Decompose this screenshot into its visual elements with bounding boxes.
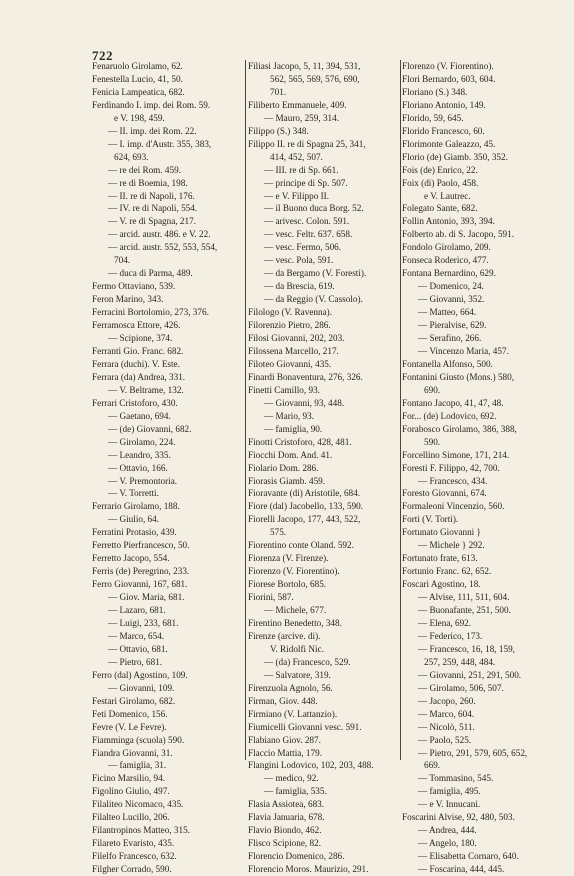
index-entry: Flisco Scipione, 82. xyxy=(248,838,321,849)
index-entry: Fontano Jacopo, 41, 47, 48. xyxy=(402,397,504,408)
index-entry: 690. xyxy=(424,384,441,395)
index-entry: — famiglia, 90. xyxy=(264,423,323,434)
index-entry: — V. Premontoria. xyxy=(108,475,178,486)
index-entry: — II. imp. dei Rom. 22. xyxy=(108,125,197,136)
index-entry: — famiglia, 495. xyxy=(418,786,481,797)
index-entry: Filosi Giovanni, 202, 203. xyxy=(248,333,345,344)
index-entry: Filiberto Emmanuele, 409. xyxy=(248,99,347,110)
index-entry: Flavio Biondo, 462. xyxy=(248,825,322,836)
index-entry: — Pietro, 681. xyxy=(108,656,163,667)
index-entry: — (da) Francesco, 529. xyxy=(264,656,351,667)
index-entry: Flangini Lodovico, 102, 203, 488. xyxy=(248,760,374,771)
index-entry: Fois (de) Enrico, 22. xyxy=(402,164,478,175)
index-entry: Florido, 59, 645. xyxy=(402,112,464,123)
index-entry: — Elena, 692. xyxy=(418,617,472,628)
index-entry: Fevre (V. Le Fevre). xyxy=(92,721,167,732)
index-entry: — arcid. austr. 552, 553, 554, xyxy=(108,242,218,253)
index-entry: Florimonte Galeazzo, 45. xyxy=(402,138,496,149)
index-entry: Firenze (arcive. di). xyxy=(248,630,321,641)
index-entry: Filoteo Giovanni, 435. xyxy=(248,358,332,369)
index-entry: Fermo Ottaviano, 539. xyxy=(92,281,176,292)
index-entry: Fondolo Girolamo, 209. xyxy=(402,242,491,253)
index-entry: Firmiano (V. Lattanzio). xyxy=(248,708,338,719)
index-entry: Fiorentino conte Oland. 592. xyxy=(248,540,354,551)
index-entry: — Nicolò, 511. xyxy=(418,721,475,732)
index-entry: Fontana Bernardino, 629. xyxy=(402,268,496,279)
index-entry: Fiamminga (scuola) 590. xyxy=(92,734,185,745)
index-entry: — Andrea, 444. xyxy=(418,825,477,836)
index-entry: Flaccio Mattia, 179. xyxy=(248,747,322,758)
index-entry: Foscarini Alvise, 92, 480, 503. xyxy=(402,812,515,823)
index-entry: Flavia Januaria, 678. xyxy=(248,812,325,823)
index-entry: — (de) Giovanni, 682. xyxy=(108,423,192,434)
index-entry: Foresto Giovanni, 674. xyxy=(402,488,487,499)
index-entry: Fiore (dal) Jacobello, 133, 590. xyxy=(248,501,364,512)
index-entry: — Matteo, 664. xyxy=(418,307,477,318)
index-entry: Ferranti Gio. Franc. 682. xyxy=(92,345,184,356)
index-entry: Fonseca Roderico, 477. xyxy=(402,255,489,266)
index-entry: Firentino Benedetto, 348. xyxy=(248,617,342,628)
index-entry: — Jacopo, 260. xyxy=(418,695,476,706)
index-entry: Festari Girolamo, 682. xyxy=(92,695,176,706)
index-entry: — Angelo, 180. xyxy=(418,838,477,849)
index-entry: Foscari Agostino, 18. xyxy=(402,579,481,590)
index-entry: — Ottavio, 681. xyxy=(108,643,168,654)
index-entry: 575. xyxy=(270,527,287,538)
index-entry: Finardi Bonaventura, 276, 326. xyxy=(248,371,363,382)
index-entry: 701. xyxy=(270,86,287,97)
index-entry: Ferretto Jacopo, 554. xyxy=(92,553,170,564)
index-entry: — Federico, 173. xyxy=(418,630,483,641)
index-entry: — Giovanni, 251, 291, 500. xyxy=(418,669,522,680)
index-entry: — V. Beltrame, 132. xyxy=(108,384,184,395)
index-entry: — medico, 92. xyxy=(264,773,319,784)
index-column-3 xyxy=(402,60,550,875)
index-entry: Fiorenza (V. Firenze). xyxy=(248,553,329,564)
index-entry: — Pietro, 291, 579, 605, 652, xyxy=(418,747,528,758)
index-entry: Filossena Marcello, 217. xyxy=(248,345,339,356)
index-entry: — Salvatore, 319. xyxy=(264,669,331,680)
index-entry: Folegato Sante, 682. xyxy=(402,203,478,214)
index-entry: Filalteo Lucillo, 206. xyxy=(92,812,170,823)
index-entry: Filantropinos Matteo, 315. xyxy=(92,825,190,836)
index-entry: 624, 693. xyxy=(114,151,149,162)
index-entry: — da Bergamo (V. Foresti). xyxy=(264,268,367,279)
index-entry: Foix (di) Paolo, 458. xyxy=(402,177,479,188)
index-entry: — e V. Filippo II. xyxy=(264,190,329,201)
index-entry: — Leandro, 335. xyxy=(108,449,171,460)
index-entry: 414, 452, 507. xyxy=(270,151,323,162)
index-entry: — Gaetano, 694. xyxy=(108,410,171,421)
index-entry: — Pieralvise, 629. xyxy=(418,320,487,331)
index-entry: Flasia Assiotea, 683. xyxy=(248,799,325,810)
index-entry: — Serafino, 266. xyxy=(418,333,482,344)
index-entry: 257, 259, 448, 484. xyxy=(424,656,496,667)
index-entry: Fiorasis Giamb. 459. xyxy=(248,475,326,486)
index-entry: Ferrara (duchi). V. Este. xyxy=(92,358,180,369)
index-entry: e V. 198, 459. xyxy=(114,112,165,123)
index-entry: Ferdinando I. imp. dei Rom. 59. xyxy=(92,99,211,110)
index-entry: Fortunato Giovanni } xyxy=(402,527,481,538)
index-entry: Flori Bernardo, 603, 604. xyxy=(402,73,496,84)
index-column-1 xyxy=(92,60,242,875)
index-entry: Fiorenzo (V. Fiorentino). xyxy=(248,566,340,577)
index-entry: Floriano (S.) 348. xyxy=(402,86,468,97)
index-entry: Ferro Giovanni, 167, 681. xyxy=(92,579,188,590)
index-entry: Fontanella Alfonso, 500. xyxy=(402,358,493,369)
index-entry: 590. xyxy=(424,436,441,447)
index-entry: Filaliteo Nicomaco, 435. xyxy=(92,799,184,810)
index-entry: Filippo II. re di Spagna 25, 341, xyxy=(248,138,366,149)
index-entry: — famiglia, 535. xyxy=(264,786,327,797)
index-entry: Formaleoni Vincenzio, 560. xyxy=(402,501,505,512)
index-entry: — Marco, 604. xyxy=(418,708,475,719)
index-entry: Finotti Cristoforo, 428, 481. xyxy=(248,436,352,447)
index-entry: — vesc. Pola, 591. xyxy=(264,255,334,266)
index-entry: Ferrara (da) Andrea, 331. xyxy=(92,371,186,382)
index-entry: Fiorese Bortolo, 685. xyxy=(248,579,327,590)
index-entry: — Michele } 292. xyxy=(418,540,485,551)
index-entry: Ferratini Protasio, 439. xyxy=(92,527,177,538)
index-entry: Fontanini Giusto (Mons.) 580, xyxy=(402,371,515,382)
column-divider xyxy=(245,60,246,760)
index-entry: Florido Francesco, 60. xyxy=(402,125,485,136)
index-entry: — Mauro, 259, 314. xyxy=(264,112,340,123)
index-entry: Forcellino Simone, 171, 214. xyxy=(402,449,510,460)
index-entry: Folberto ab. di S. Jacopo, 591. xyxy=(402,229,515,240)
index-entry: Firenzuola Agnolo, 56. xyxy=(248,682,333,693)
index-entry: — da Brescia, 619. xyxy=(264,281,335,292)
index-entry: — Alvise, 111, 511, 604. xyxy=(418,592,510,603)
index-entry: Follin Antonio, 393, 394. xyxy=(402,216,495,227)
index-entry: — Buonafante, 251, 500. xyxy=(418,605,511,616)
index-entry: — Giovanni, 109. xyxy=(108,682,175,693)
index-entry: Forabosco Girolamo, 386, 388, xyxy=(402,423,517,434)
index-entry: — Giovanni, 93, 448. xyxy=(264,397,345,408)
index-entry: Figolino Giulio, 497. xyxy=(92,786,170,797)
index-entry: Filippo (S.) 348. xyxy=(248,125,309,136)
index-entry: Ferrari Cristoforo, 430. xyxy=(92,397,178,408)
index-entry: 562, 565, 569, 576, 690, xyxy=(270,73,360,84)
index-entry: Feti Domenico, 156. xyxy=(92,708,168,719)
index-entry: Fenaruolo Girolamo, 62. xyxy=(92,61,183,71)
index-entry: Ferracini Bortolomio, 273, 376. xyxy=(92,307,209,318)
index-entry: — Mario, 93. xyxy=(264,410,315,421)
index-entry: Filologo (V. Ravenna). xyxy=(248,307,333,318)
index-entry: Forti (V. Torti). xyxy=(402,514,459,525)
index-entry: — vesc. Feltr. 637. 658. xyxy=(264,229,353,240)
index-entry: — Luigi, 233, 681. xyxy=(108,617,179,628)
index-entry: Fortunio Franc. 62, 652. xyxy=(402,566,492,577)
index-entry: — Francesco, 434. xyxy=(418,475,488,486)
index-entry: Floriano Antonio, 149. xyxy=(402,99,486,110)
index-entry: — Girolamo, 506, 507. xyxy=(418,682,504,693)
index-entry: Florenzo (V. Fiorentino). xyxy=(402,61,494,71)
index-entry: 704. xyxy=(114,255,131,266)
index-entry: — Tommasino, 545. xyxy=(418,773,494,784)
index-entry: — IV. re di Napoli, 554. xyxy=(108,203,198,214)
index-entry: — Foscarina, 444, 445. xyxy=(418,864,505,875)
index-entry: — Scipione, 374. xyxy=(108,333,173,344)
index-entry: Fiorini, 587. xyxy=(248,592,294,603)
index-entry: Fenicia Lampeatica, 682. xyxy=(92,86,185,97)
index-entry: Ferramosca Ettore, 426. xyxy=(92,320,181,331)
index-entry: — Lazaro, 681. xyxy=(108,605,166,616)
index-entry: Ferris (de) Peregrino, 233. xyxy=(92,566,190,577)
index-entry: — V. re di Spagna, 217. xyxy=(108,216,196,227)
index-entry: Filorenzio Pietro, 286. xyxy=(248,320,331,331)
index-entry: Filgher Corrado, 590. xyxy=(92,864,172,875)
index-entry: Fiorelli Jacopo, 177, 443, 522, xyxy=(248,514,361,525)
index-entry: — Giulio, 64. xyxy=(108,514,160,525)
index-entry: Flabiano Giov. 287. xyxy=(248,734,321,745)
index-entry: — Francesco, 16, 18, 159, xyxy=(418,643,515,654)
index-entry: Fiolario Dom. 286. xyxy=(248,462,319,473)
index-entry: — re di Boemia, 198. xyxy=(108,177,188,188)
index-entry: — Girolamo, 224. xyxy=(108,436,176,447)
index-entry: — e V. Innucani. xyxy=(418,799,481,810)
index-entry: — Ottavio, 166. xyxy=(108,462,168,473)
index-entry: Florencio Domenico, 286. xyxy=(248,851,345,862)
index-entry: Firman, Giov. 448. xyxy=(248,695,318,706)
index-entry: Fortunato frate, 613. xyxy=(402,553,478,564)
index-entry: — Michele, 677. xyxy=(264,605,327,616)
index-entry: Florencio Moros. Maurizio, 291. xyxy=(248,864,369,875)
index-entry: — Domenico, 24. xyxy=(418,281,484,292)
index-entry: — Paolo, 525. xyxy=(418,734,472,745)
index-entry: — III. re di Sp. 661. xyxy=(264,164,339,175)
index-entry: — duca di Parma, 489. xyxy=(108,268,193,279)
index-entry: Fiocchi Dom. And. 41. xyxy=(248,449,333,460)
index-entry: Ferretto Pierfrancesco, 50. xyxy=(92,540,190,551)
index-entry: Fiumicelli Giovanni vesc. 591. xyxy=(248,721,362,732)
index-entry: 669. xyxy=(424,760,441,771)
index-entry: — II. re di Napoli, 176. xyxy=(108,190,195,201)
index-entry: — Giov. Maria, 681. xyxy=(108,592,185,603)
index-entry: Ficino Marsilio, 94. xyxy=(92,773,165,784)
index-entry: — arcid. austr. 486. e V. 22. xyxy=(108,229,211,240)
index-entry: V. Ridolfi Nic. xyxy=(270,643,324,654)
index-entry: Ferrario Girolamo, 188. xyxy=(92,501,180,512)
index-entry: — il Buono duca Borg. 52. xyxy=(264,203,364,214)
index-entry: Foresti F. Filippo, 42, 700. xyxy=(402,462,500,473)
index-entry: — V. Torretti. xyxy=(108,488,159,499)
index-entry: Ferro (dal) Agostino, 109. xyxy=(92,669,188,680)
index-entry: — vesc. Fermo, 506. xyxy=(264,242,342,253)
index-entry: — re dei Rom. 459. xyxy=(108,164,181,175)
index-entry: Finetti Camillo, 93. xyxy=(248,384,320,395)
index-entry: — Elisabetta Cornaro, 640. xyxy=(418,851,519,862)
index-entry: — Marco, 654. xyxy=(108,630,165,641)
index-entry: — da Reggio (V. Cassolo). xyxy=(264,294,363,305)
index-entry: Fioravante (di) Aristotile, 684. xyxy=(248,488,361,499)
index-entry: For... (de) Lodovico, 692. xyxy=(402,410,497,421)
index-entry: — Giovanni, 352. xyxy=(418,294,485,305)
index-entry: — I. imp. d'Austr. 355, 383, xyxy=(108,138,212,149)
index-column-2 xyxy=(248,60,402,875)
index-entry: — famiglia, 31. xyxy=(108,760,167,771)
index-entry: Filareto Evaristo, 435. xyxy=(92,838,175,849)
index-entry: — principe di Sp. 507. xyxy=(264,177,348,188)
index-entry: e V. Lautrec. xyxy=(424,190,471,201)
index-entry: Fenestella Lucio, 41, 50. xyxy=(92,73,183,84)
index-entry: Filelfo Francesco, 632. xyxy=(92,851,177,862)
index-entry: Filiasi Jacopo, 5, 11, 394, 531, xyxy=(248,61,361,71)
index-entry: — arivesc. Colon. 591. xyxy=(264,216,350,227)
index-entry: Fiandra Giovanni, 31. xyxy=(92,747,173,758)
index-entry: Feron Marino, 343. xyxy=(92,294,164,305)
index-entry: Florio (de) Giamb. 350, 352. xyxy=(402,151,508,162)
page-number: 722 xyxy=(92,48,113,63)
index-entry: — Vincenzo Maria, 457. xyxy=(418,345,509,356)
